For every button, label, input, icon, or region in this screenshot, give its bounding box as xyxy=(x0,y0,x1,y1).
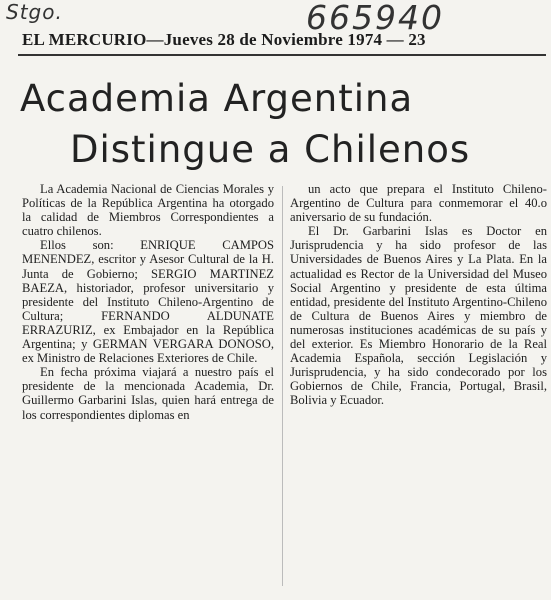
article-column-left xyxy=(22,182,274,422)
handwritten-note: Stgo. xyxy=(6,0,63,24)
headline-line-1: Academia Argentina xyxy=(20,77,414,120)
headline-line-2: Distingue a Chilenos xyxy=(70,128,471,171)
masthead-rule xyxy=(18,54,546,56)
masthead: EL MERCURIO—Jueves 28 de Noviembre 1974 — 23 xyxy=(22,30,426,49)
article-paragraph: un acto que prepara el Instituto Chileno-Argentino de Cultura para conmemorar el 40.o aniversario de su fundación. xyxy=(290,182,547,225)
article-paragraph: La Academia Nacional de Ciencias Morales y Políticas de la República Argentina ha otorgado la calidad de Miembros Correspondientes a cuatro chilenos. xyxy=(22,182,274,239)
article-column-right xyxy=(290,182,547,408)
article-paragraph: En fecha próxima viajará a nuestro país el presidente de la mencionada Academia, Dr. Guillermo Garbarini Islas, quien hará entrega de los correspondientes diplomas en xyxy=(22,365,274,422)
column-divider xyxy=(282,186,283,586)
article-paragraph: Ellos son: ENRIQUE CAMPOS MENENDEZ, escritor y Asesor Cultural de la H. Junta de Gobierno; SERGIO MARTINEZ BAEZA, historiador, profesor universitario y presidente del Instituto Chileno-Argentino de Cultura; FERNANDO ALDUNATE ERRAZURIZ, ex Embajador en la República Argentina; y GERMAN VERGARA DONOSO, ex Ministro de Relaciones Exteriores de Chile. xyxy=(22,238,274,366)
handwritten-number: 665940 xyxy=(306,0,444,37)
article-paragraph: El Dr. Garbarini Islas es Doctor en Jurisprudencia y ha sido profesor de las Universidades de Buenos Aires y La Plata. En la actualidad es Rector de la Universidad del Museo Social Argentino y presidente de esta última entidad, presidente del Instituto Argentino-Chileno de Cultura de Buenos Aires y miembro de numerosas instituciones académicas de su país y del exterior. Es Miembro Honorario de la Real Academia Española, sección Legislación y Jurisprudencia, y ha sido condecorado por los Gobiernos de Chile, Francia, Portugal, Brasil, Bolivia y Ecuador. xyxy=(290,224,547,408)
